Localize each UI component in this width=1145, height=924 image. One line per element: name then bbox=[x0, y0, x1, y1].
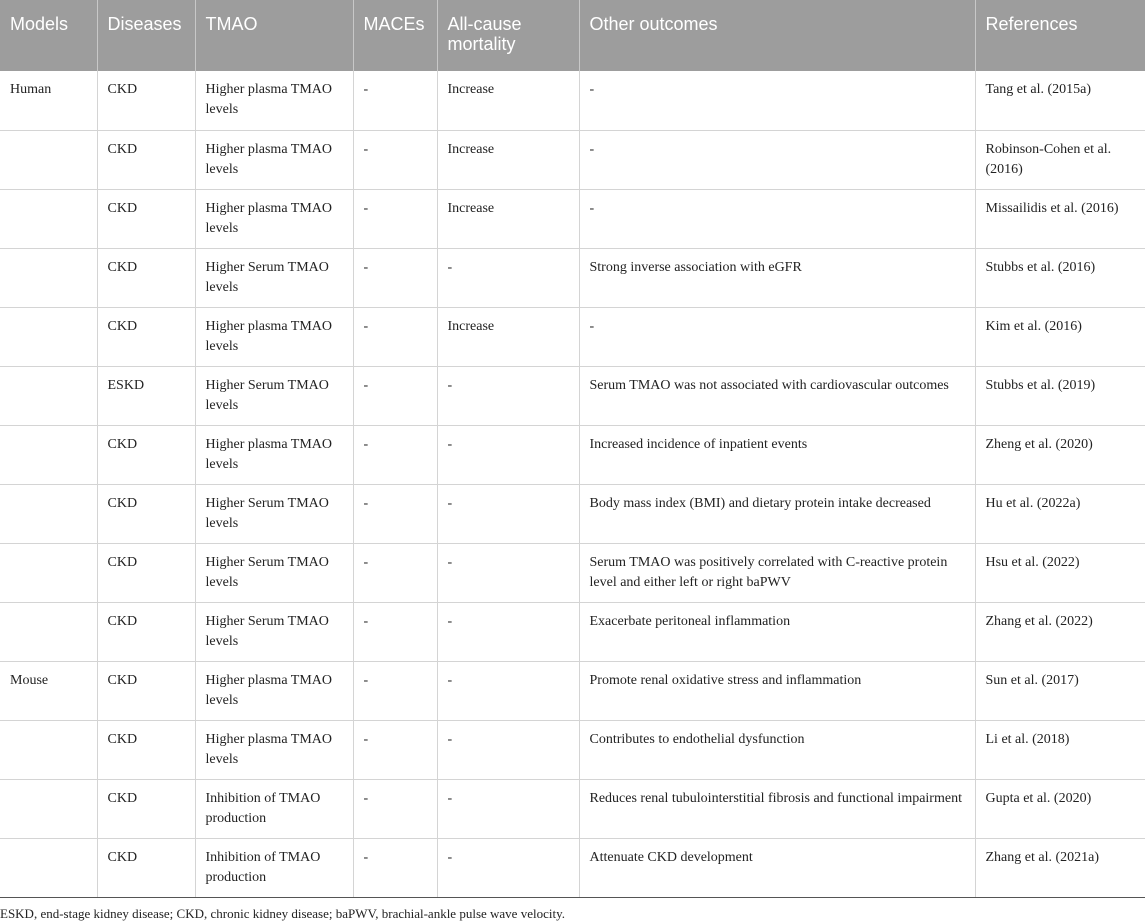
table-row bbox=[0, 248, 1145, 307]
header-diseases: Diseases bbox=[97, 0, 195, 71]
cell-other-outcomes: Reduces renal tubulointerstitial fibrosis and functional impairment bbox=[579, 779, 975, 838]
cell-tmao: Higher Serum TMAO levels bbox=[195, 366, 353, 425]
cell-reference: Zheng et al. (2020) bbox=[975, 425, 1145, 484]
cell-reference: Robinson-Cohen et al. (2016) bbox=[975, 130, 1145, 189]
table-row bbox=[0, 71, 1145, 130]
cell-other-outcomes: Promote renal oxidative stress and inflammation bbox=[579, 661, 975, 720]
cell-reference: Gupta et al. (2020) bbox=[975, 779, 1145, 838]
cell-model bbox=[0, 307, 97, 366]
cell-tmao: Higher plasma TMAO levels bbox=[195, 307, 353, 366]
table-footnote: ESKD, end-stage kidney disease; CKD, chronic kidney disease; baPWV, brachial-ankle pulse wave velocity. bbox=[0, 906, 565, 921]
cell-reference: Stubbs et al. (2019) bbox=[975, 366, 1145, 425]
cell-tmao: Higher Serum TMAO levels bbox=[195, 248, 353, 307]
cell-tmao: Higher plasma TMAO levels bbox=[195, 71, 353, 130]
cell-other-outcomes: Body mass index (BMI) and dietary protein intake decreased bbox=[579, 484, 975, 543]
cell-model bbox=[0, 130, 97, 189]
cell-other-outcomes: Increased incidence of inpatient events bbox=[579, 425, 975, 484]
cell-model bbox=[0, 248, 97, 307]
cell-reference: Stubbs et al. (2016) bbox=[975, 248, 1145, 307]
cell-all-cause-mortality: - bbox=[437, 484, 579, 543]
cell-other-outcomes: - bbox=[579, 189, 975, 248]
cell-other-outcomes: - bbox=[579, 307, 975, 366]
table-row bbox=[0, 307, 1145, 366]
table-row bbox=[0, 779, 1145, 838]
cell-model bbox=[0, 720, 97, 779]
table-row bbox=[0, 838, 1145, 897]
cell-maces: - bbox=[353, 71, 437, 130]
cell-all-cause-mortality: - bbox=[437, 602, 579, 661]
cell-tmao: Higher Serum TMAO levels bbox=[195, 543, 353, 602]
cell-tmao: Higher plasma TMAO levels bbox=[195, 130, 353, 189]
cell-other-outcomes: - bbox=[579, 71, 975, 130]
cell-maces: - bbox=[353, 130, 437, 189]
cell-reference: Hu et al. (2022a) bbox=[975, 484, 1145, 543]
table-row bbox=[0, 189, 1145, 248]
cell-reference: Zhang et al. (2022) bbox=[975, 602, 1145, 661]
cell-disease: CKD bbox=[97, 779, 195, 838]
cell-reference: Missailidis et al. (2016) bbox=[975, 189, 1145, 248]
table-row bbox=[0, 543, 1145, 602]
cell-disease: CKD bbox=[97, 189, 195, 248]
cell-tmao: Inhibition of TMAO production bbox=[195, 779, 353, 838]
cell-disease: CKD bbox=[97, 130, 195, 189]
cell-maces: - bbox=[353, 189, 437, 248]
cell-disease: CKD bbox=[97, 71, 195, 130]
table-row bbox=[0, 720, 1145, 779]
header-other-outcomes: Other outcomes bbox=[579, 0, 975, 71]
cell-maces: - bbox=[353, 838, 437, 897]
cell-maces: - bbox=[353, 366, 437, 425]
header-references: References bbox=[975, 0, 1145, 71]
cell-all-cause-mortality: - bbox=[437, 661, 579, 720]
cell-tmao: Higher plasma TMAO levels bbox=[195, 720, 353, 779]
table-row bbox=[0, 130, 1145, 189]
cell-model bbox=[0, 543, 97, 602]
cell-model bbox=[0, 189, 97, 248]
cell-all-cause-mortality: - bbox=[437, 366, 579, 425]
cell-model bbox=[0, 425, 97, 484]
cell-all-cause-mortality: - bbox=[437, 543, 579, 602]
cell-other-outcomes: Contributes to endothelial dysfunction bbox=[579, 720, 975, 779]
cell-reference: Zhang et al. (2021a) bbox=[975, 838, 1145, 897]
cell-all-cause-mortality: - bbox=[437, 779, 579, 838]
cell-other-outcomes: Serum TMAO was positively correlated with C-reactive protein level and either left or right baPWV bbox=[579, 543, 975, 602]
cell-maces: - bbox=[353, 248, 437, 307]
cell-maces: - bbox=[353, 602, 437, 661]
cell-model bbox=[0, 602, 97, 661]
table-row bbox=[0, 602, 1145, 661]
header-maces: MACEs bbox=[353, 0, 437, 71]
cell-tmao: Higher plasma TMAO levels bbox=[195, 661, 353, 720]
cell-tmao: Higher plasma TMAO levels bbox=[195, 189, 353, 248]
cell-all-cause-mortality: Increase bbox=[437, 307, 579, 366]
header-models: Models bbox=[0, 0, 97, 71]
cell-other-outcomes: Serum TMAO was not associated with cardiovascular outcomes bbox=[579, 366, 975, 425]
table-row bbox=[0, 661, 1145, 720]
cell-all-cause-mortality: - bbox=[437, 720, 579, 779]
cell-reference: Tang et al. (2015a) bbox=[975, 71, 1145, 130]
cell-disease: CKD bbox=[97, 720, 195, 779]
cell-tmao: Higher plasma TMAO levels bbox=[195, 425, 353, 484]
header-all-cause-mortality: All-cause mortality bbox=[437, 0, 579, 71]
cell-disease: ESKD bbox=[97, 366, 195, 425]
cell-maces: - bbox=[353, 425, 437, 484]
cell-all-cause-mortality: - bbox=[437, 425, 579, 484]
table-row bbox=[0, 366, 1145, 425]
cell-other-outcomes: Exacerbate peritoneal inflammation bbox=[579, 602, 975, 661]
cell-disease: CKD bbox=[97, 602, 195, 661]
cell-model: Mouse bbox=[0, 661, 97, 720]
cell-tmao: Inhibition of TMAO production bbox=[195, 838, 353, 897]
header-tmao: TMAO bbox=[195, 0, 353, 71]
table-row bbox=[0, 425, 1145, 484]
cell-all-cause-mortality: Increase bbox=[437, 71, 579, 130]
cell-reference: Li et al. (2018) bbox=[975, 720, 1145, 779]
cell-disease: CKD bbox=[97, 661, 195, 720]
cell-model bbox=[0, 484, 97, 543]
cell-other-outcomes: - bbox=[579, 130, 975, 189]
cell-other-outcomes: Strong inverse association with eGFR bbox=[579, 248, 975, 307]
cell-model bbox=[0, 779, 97, 838]
cell-model: Human bbox=[0, 71, 97, 130]
cell-disease: CKD bbox=[97, 248, 195, 307]
cell-maces: - bbox=[353, 543, 437, 602]
cell-model bbox=[0, 366, 97, 425]
cell-all-cause-mortality: Increase bbox=[437, 130, 579, 189]
cell-maces: - bbox=[353, 661, 437, 720]
cell-disease: CKD bbox=[97, 543, 195, 602]
cell-maces: - bbox=[353, 307, 437, 366]
cell-other-outcomes: Attenuate CKD development bbox=[579, 838, 975, 897]
cell-reference: Sun et al. (2017) bbox=[975, 661, 1145, 720]
cell-disease: CKD bbox=[97, 838, 195, 897]
cell-maces: - bbox=[353, 720, 437, 779]
table-header bbox=[0, 0, 1145, 71]
cell-maces: - bbox=[353, 779, 437, 838]
cell-all-cause-mortality: - bbox=[437, 838, 579, 897]
cell-reference: Hsu et al. (2022) bbox=[975, 543, 1145, 602]
header-row bbox=[0, 0, 1145, 71]
cell-all-cause-mortality: - bbox=[437, 248, 579, 307]
cell-disease: CKD bbox=[97, 484, 195, 543]
cell-disease: CKD bbox=[97, 425, 195, 484]
cell-disease: CKD bbox=[97, 307, 195, 366]
cell-maces: - bbox=[353, 484, 437, 543]
table-body bbox=[0, 71, 1145, 897]
cell-tmao: Higher Serum TMAO levels bbox=[195, 484, 353, 543]
table-row bbox=[0, 484, 1145, 543]
cell-model bbox=[0, 838, 97, 897]
cell-tmao: Higher Serum TMAO levels bbox=[195, 602, 353, 661]
cell-all-cause-mortality: Increase bbox=[437, 189, 579, 248]
cell-reference: Kim et al. (2016) bbox=[975, 307, 1145, 366]
